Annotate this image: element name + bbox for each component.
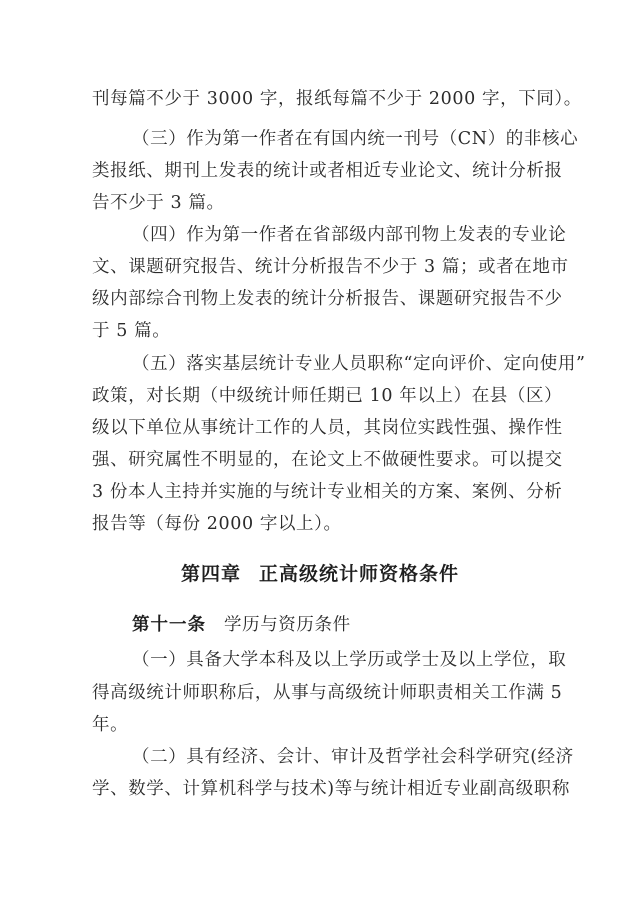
article-heading [132,614,351,636]
paragraph-line: 强、研究属性不明显的，在论文上不做硬性要求。可以提交 [92,450,563,470]
paragraph-line: 报告等（每份 2000 字以上）。 [92,514,342,534]
chapter-heading [0,562,640,586]
paragraph-line: 学、数学、计算机科学与技术)等与统计相近专业副高级职称 [92,779,571,799]
paragraph-line: 刊每篇不少于 3000 字，报纸每篇不少于 2000 字，下同）。 [92,89,582,109]
paragraph-line: （五）落实基层统计专业人员职称“定向评价、定向使用” [132,354,586,374]
paragraph-line: 得高级统计师职称后，从事与高级统计师职责相关工作满 5 [92,683,563,703]
chapter-number: 第四章 [180,563,241,585]
paragraph-line: 告不少于 3 篇。 [92,193,225,213]
paragraph-line: 级内部综合刊物上发表的统计分析报告、课题研究报告不少 [92,289,563,309]
article-number: 第十一条 [132,615,206,635]
paragraph-line: （二）具有经济、会计、审计及哲学社会科学研究(经济 [132,747,574,767]
paragraph-line: 3 份本人主持并实施的与统计专业相关的方案、案例、分析 [92,482,563,502]
paragraph-line: （三）作为第一作者在有国内统一刊号（CN）的非核心 [132,129,579,149]
paragraph-line: 文、课题研究报告、统计分析报告不少于 3 篇；或者在地市 [92,257,569,277]
article-title: 学历与资历条件 [224,615,351,635]
paragraph-line: 政策，对长期（中级统计师任期已 10 年以上）在县（区） [92,386,563,406]
paragraph-line: 级以下单位从事统计工作的人员，其岗位实践性强、操作性 [92,418,563,438]
paragraph-line: 于 5 篇。 [92,321,171,341]
paragraph-line: 年。 [92,715,129,735]
paragraph-line: （四）作为第一作者在省部级内部刊物上发表的专业论 [132,225,567,245]
paragraph-line: （一）具备大学本科及以上学历或学士及以上学位，取 [132,650,567,670]
paragraph-line: 类报纸、期刊上发表的统计或者相近专业论文、统计分析报 [92,161,563,181]
chapter-title: 正高级统计师资格条件 [259,563,460,585]
